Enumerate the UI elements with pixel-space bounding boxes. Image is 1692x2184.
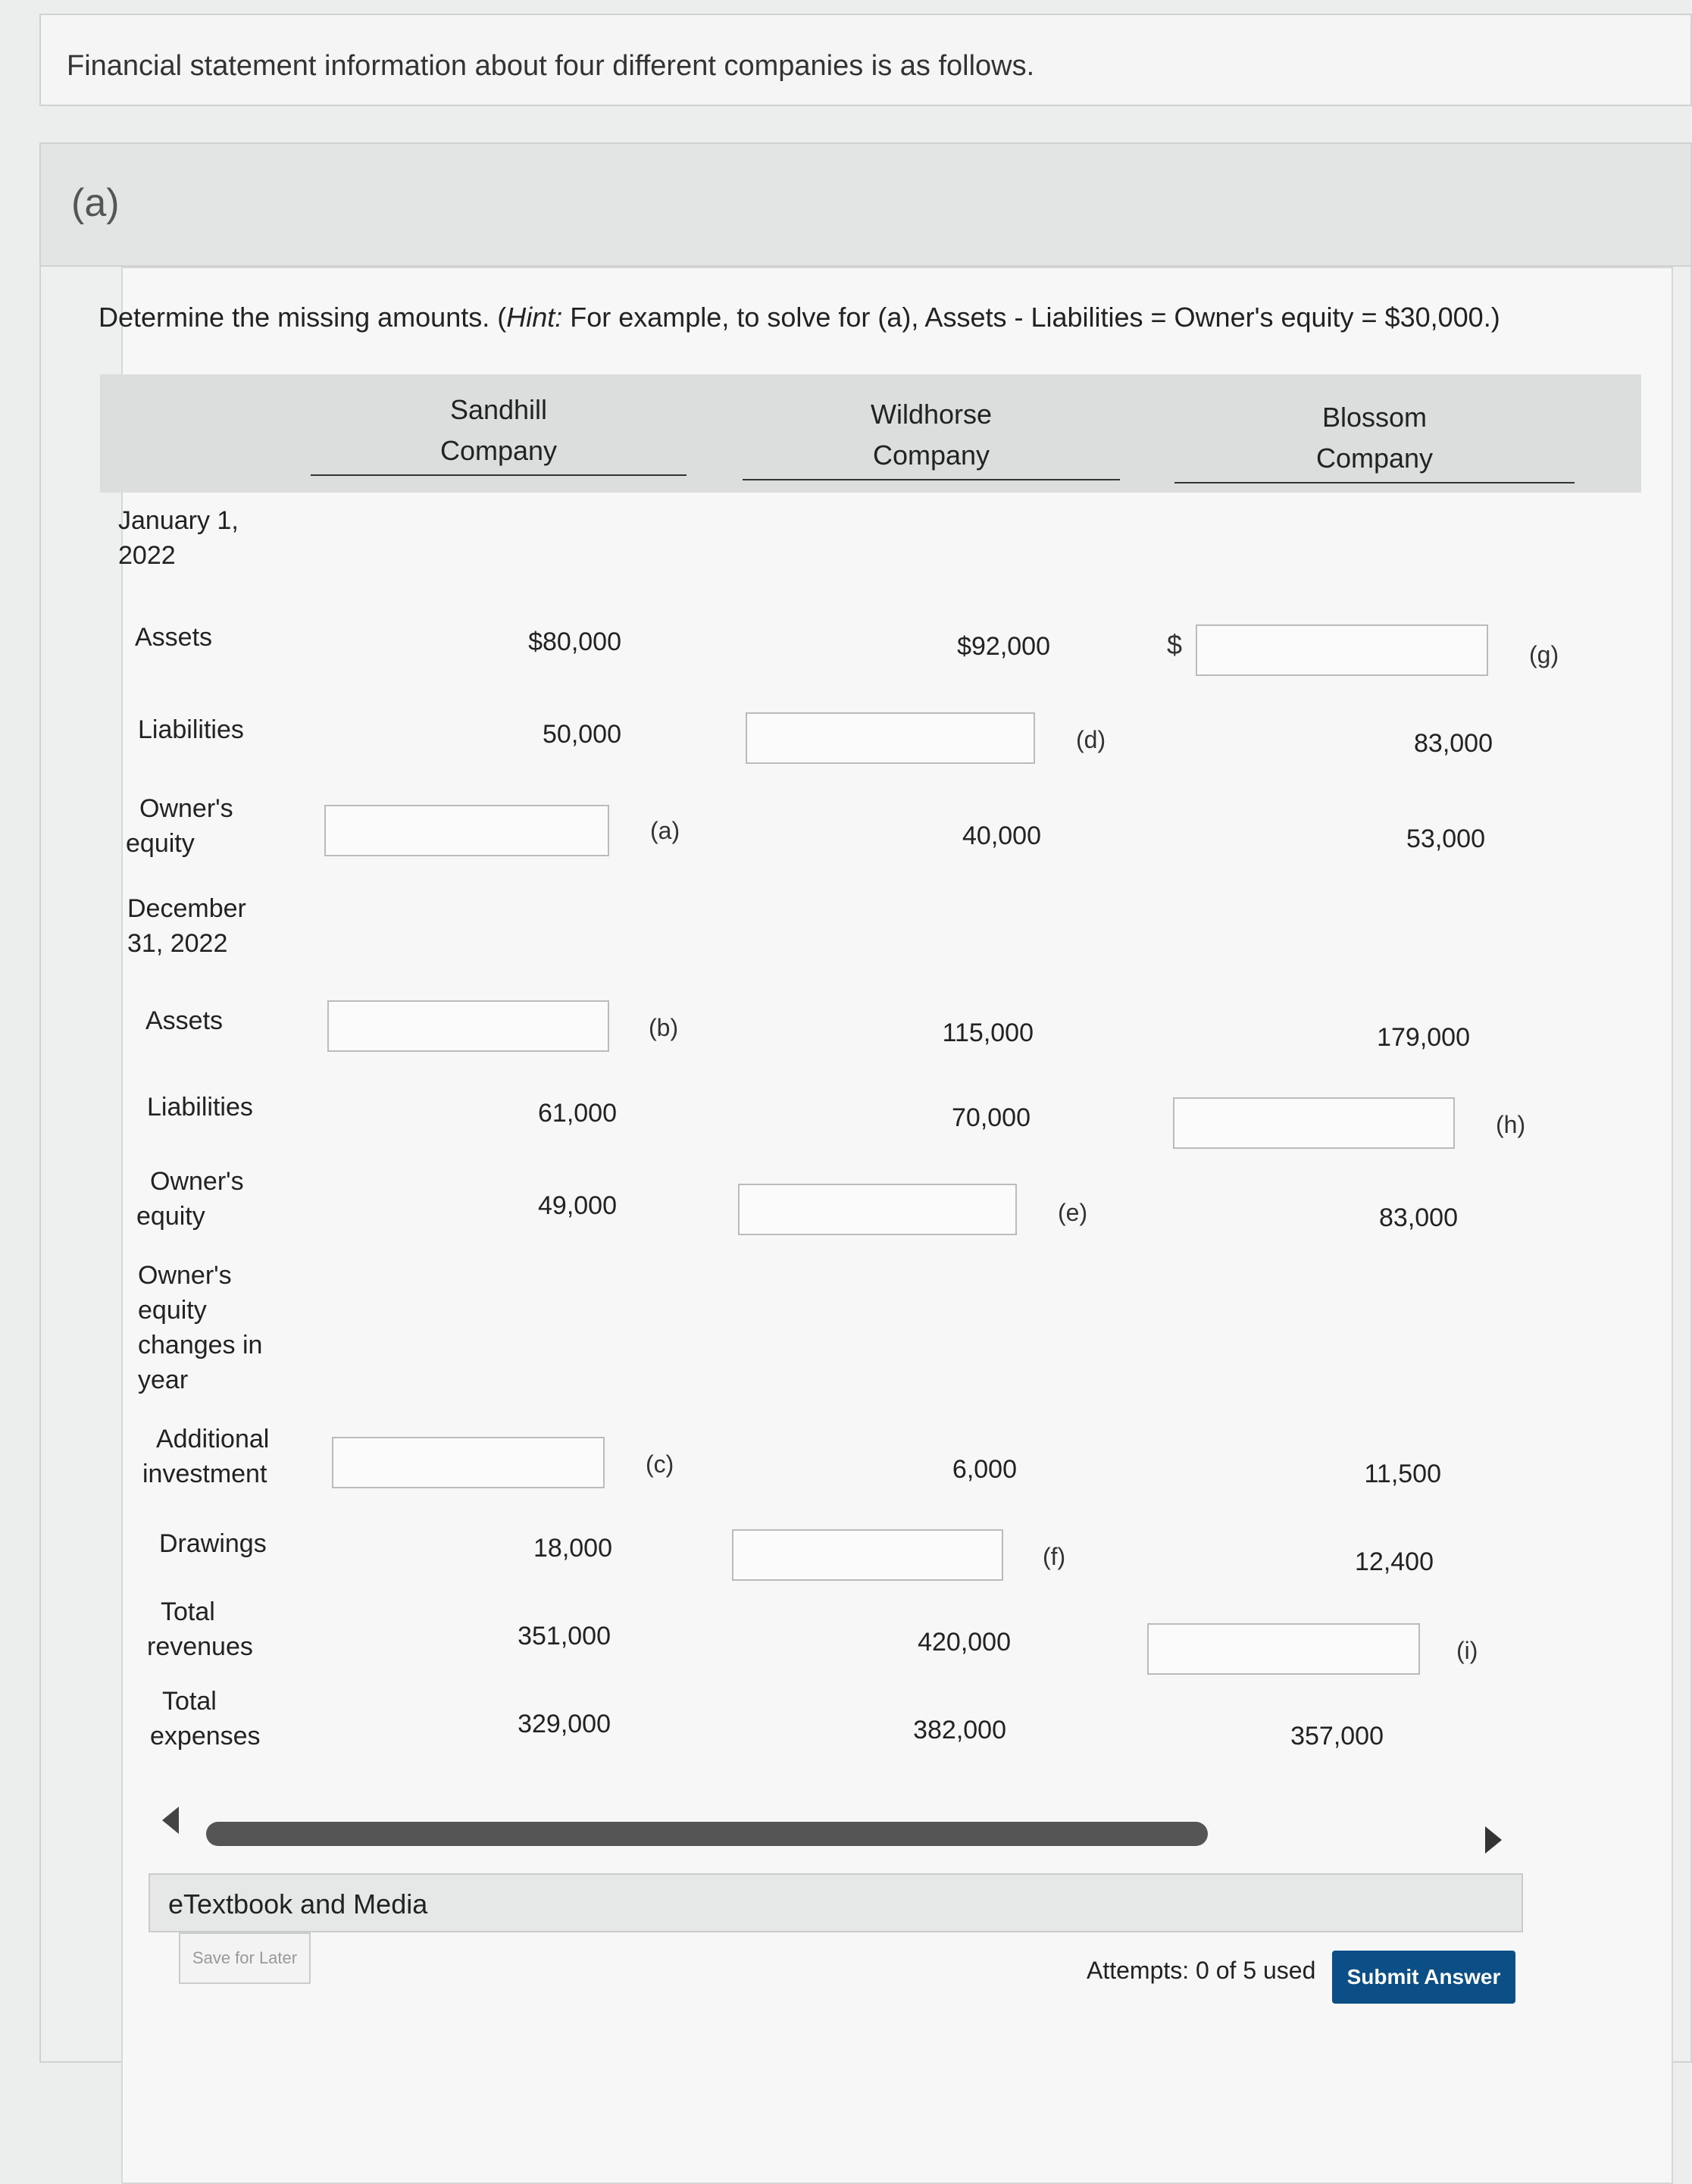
row-label-line1: Total bbox=[161, 1597, 215, 1626]
tag-c: (c) bbox=[646, 1450, 674, 1478]
row-label-jan-equity bbox=[126, 791, 233, 861]
scroll-left-arrow-icon[interactable] bbox=[162, 1807, 179, 1834]
sandhill-jan-assets: $80,000 bbox=[528, 627, 621, 656]
row-label-line1: Owner's bbox=[150, 1167, 244, 1196]
row-label-additional-investment bbox=[142, 1422, 269, 1491]
tag-b: (b) bbox=[649, 1014, 679, 1041]
row-header-line2: 2022 bbox=[118, 541, 176, 570]
answer-input-h[interactable] bbox=[1173, 1097, 1455, 1149]
column-header-line1: Wildhorse bbox=[870, 399, 993, 430]
sandhill-total-revenues: 351,000 bbox=[518, 1622, 611, 1651]
row-label-line2: equity bbox=[136, 1202, 205, 1231]
blossom-jan-equity: 53,000 bbox=[1406, 824, 1485, 853]
hint-text bbox=[99, 302, 1500, 333]
row-label-line1: Additional bbox=[156, 1425, 270, 1453]
column-header-sandhill bbox=[311, 390, 686, 476]
row-header-line3: changes in bbox=[138, 1331, 263, 1360]
column-header-line2: Company bbox=[872, 440, 990, 471]
answer-input-e[interactable] bbox=[738, 1184, 1017, 1235]
row-label-dec-assets: Assets bbox=[145, 1006, 224, 1035]
row-label-dec-equity bbox=[136, 1164, 244, 1234]
dollar-sign: $ bbox=[1167, 629, 1183, 660]
intro-panel bbox=[39, 14, 1692, 106]
row-label-line1: Owner's bbox=[139, 794, 233, 823]
hint-prefix: Determine the missing amounts. ( bbox=[99, 302, 507, 333]
tag-g: (g) bbox=[1529, 641, 1559, 668]
hint-body: For example, to solve for (a), Assets - Liabilities = Owner's equity = $30,000.) bbox=[562, 302, 1500, 333]
row-label-line2: expenses bbox=[150, 1722, 261, 1751]
scroll-right-arrow-icon[interactable] bbox=[1485, 1826, 1502, 1854]
answer-input-a[interactable] bbox=[324, 805, 609, 856]
row-label-dec-liabilities: Liabilities bbox=[147, 1093, 253, 1122]
blossom-total-expenses: 357,000 bbox=[1290, 1722, 1384, 1751]
save-for-later-button[interactable]: Save for Later bbox=[179, 1932, 311, 1984]
answer-input-f[interactable] bbox=[732, 1529, 1003, 1581]
row-label-line2: revenues bbox=[147, 1632, 253, 1661]
attempts-counter: Attempts: 0 of 5 used bbox=[1087, 1957, 1316, 1984]
tag-e: (e) bbox=[1058, 1199, 1088, 1226]
row-header-line2: 31, 2022 bbox=[127, 929, 228, 958]
row-header-line2: equity bbox=[138, 1296, 207, 1325]
tag-f: (f) bbox=[1043, 1543, 1066, 1570]
row-label-total-expenses bbox=[150, 1684, 261, 1754]
column-header-line2: Company bbox=[439, 435, 558, 466]
column-header-line2: Company bbox=[1315, 443, 1434, 474]
row-header-jan-2022 bbox=[118, 503, 239, 573]
wildhorse-total-revenues: 420,000 bbox=[918, 1628, 1011, 1657]
row-label-line2: investment bbox=[142, 1460, 267, 1488]
tag-i: (i) bbox=[1456, 1637, 1478, 1664]
blossom-dec-equity: 83,000 bbox=[1379, 1203, 1458, 1232]
wildhorse-dec-liabilities: 70,000 bbox=[952, 1103, 1031, 1132]
row-header-line4: year bbox=[138, 1366, 189, 1394]
answer-input-d[interactable] bbox=[746, 712, 1035, 764]
blossom-jan-liabilities: 83,000 bbox=[1414, 729, 1493, 758]
tag-a: (a) bbox=[650, 817, 680, 844]
intro-text: Financial statement information about four different companies is as follows. bbox=[67, 50, 1035, 82]
tag-h: (h) bbox=[1496, 1111, 1526, 1138]
wildhorse-jan-assets: $92,000 bbox=[957, 632, 1050, 661]
sandhill-total-expenses: 329,000 bbox=[518, 1710, 611, 1738]
wildhorse-jan-equity: 40,000 bbox=[962, 821, 1041, 850]
wildhorse-dec-assets: 115,000 bbox=[942, 1018, 1034, 1047]
etextbook-media-bar[interactable] bbox=[149, 1873, 1523, 1932]
part-label: (a) bbox=[71, 181, 120, 225]
column-header-line1: Sandhill bbox=[449, 394, 548, 425]
row-label-drawings: Drawings bbox=[159, 1529, 267, 1558]
row-header-equity-changes bbox=[138, 1258, 262, 1397]
wildhorse-additional-investment: 6,000 bbox=[952, 1455, 1017, 1484]
column-header-line1: Blossom bbox=[1321, 402, 1428, 433]
blossom-additional-investment: 11,500 bbox=[1364, 1460, 1441, 1488]
sandhill-jan-liabilities: 50,000 bbox=[543, 720, 621, 749]
row-label-line1: Total bbox=[162, 1687, 217, 1716]
sandhill-dec-liabilities: 61,000 bbox=[538, 1099, 617, 1128]
row-header-line1: Owner's bbox=[138, 1261, 232, 1290]
etextbook-media-label: eTextbook and Media bbox=[168, 1888, 428, 1920]
wildhorse-total-expenses: 382,000 bbox=[913, 1716, 1006, 1744]
sandhill-dec-equity: 49,000 bbox=[538, 1191, 617, 1220]
answer-input-c[interactable] bbox=[332, 1437, 605, 1488]
horizontal-scrollbar-thumb[interactable] bbox=[206, 1822, 1208, 1846]
row-header-dec-2022 bbox=[127, 891, 246, 961]
hint-word: Hint: bbox=[506, 302, 563, 333]
column-header-wildhorse bbox=[743, 394, 1120, 480]
row-header-line1: January 1, bbox=[118, 506, 239, 535]
row-header-line1: December bbox=[127, 894, 246, 923]
blossom-drawings: 12,400 bbox=[1355, 1547, 1434, 1576]
sandhill-drawings: 18,000 bbox=[533, 1534, 612, 1563]
answer-input-i[interactable] bbox=[1147, 1623, 1420, 1675]
answer-input-g[interactable] bbox=[1196, 624, 1488, 676]
submit-answer-button[interactable]: Submit Answer bbox=[1332, 1951, 1515, 2004]
row-label-line2: equity bbox=[126, 829, 195, 858]
row-label-total-revenues bbox=[147, 1594, 253, 1664]
part-header bbox=[41, 144, 1690, 267]
blossom-dec-assets: 179,000 bbox=[1377, 1023, 1470, 1052]
column-header-blossom bbox=[1174, 397, 1575, 483]
tag-d: (d) bbox=[1076, 726, 1106, 753]
row-label-jan-assets: Assets bbox=[135, 623, 213, 652]
answer-input-b[interactable] bbox=[327, 1000, 609, 1052]
row-label-jan-liabilities: Liabilities bbox=[138, 715, 244, 744]
